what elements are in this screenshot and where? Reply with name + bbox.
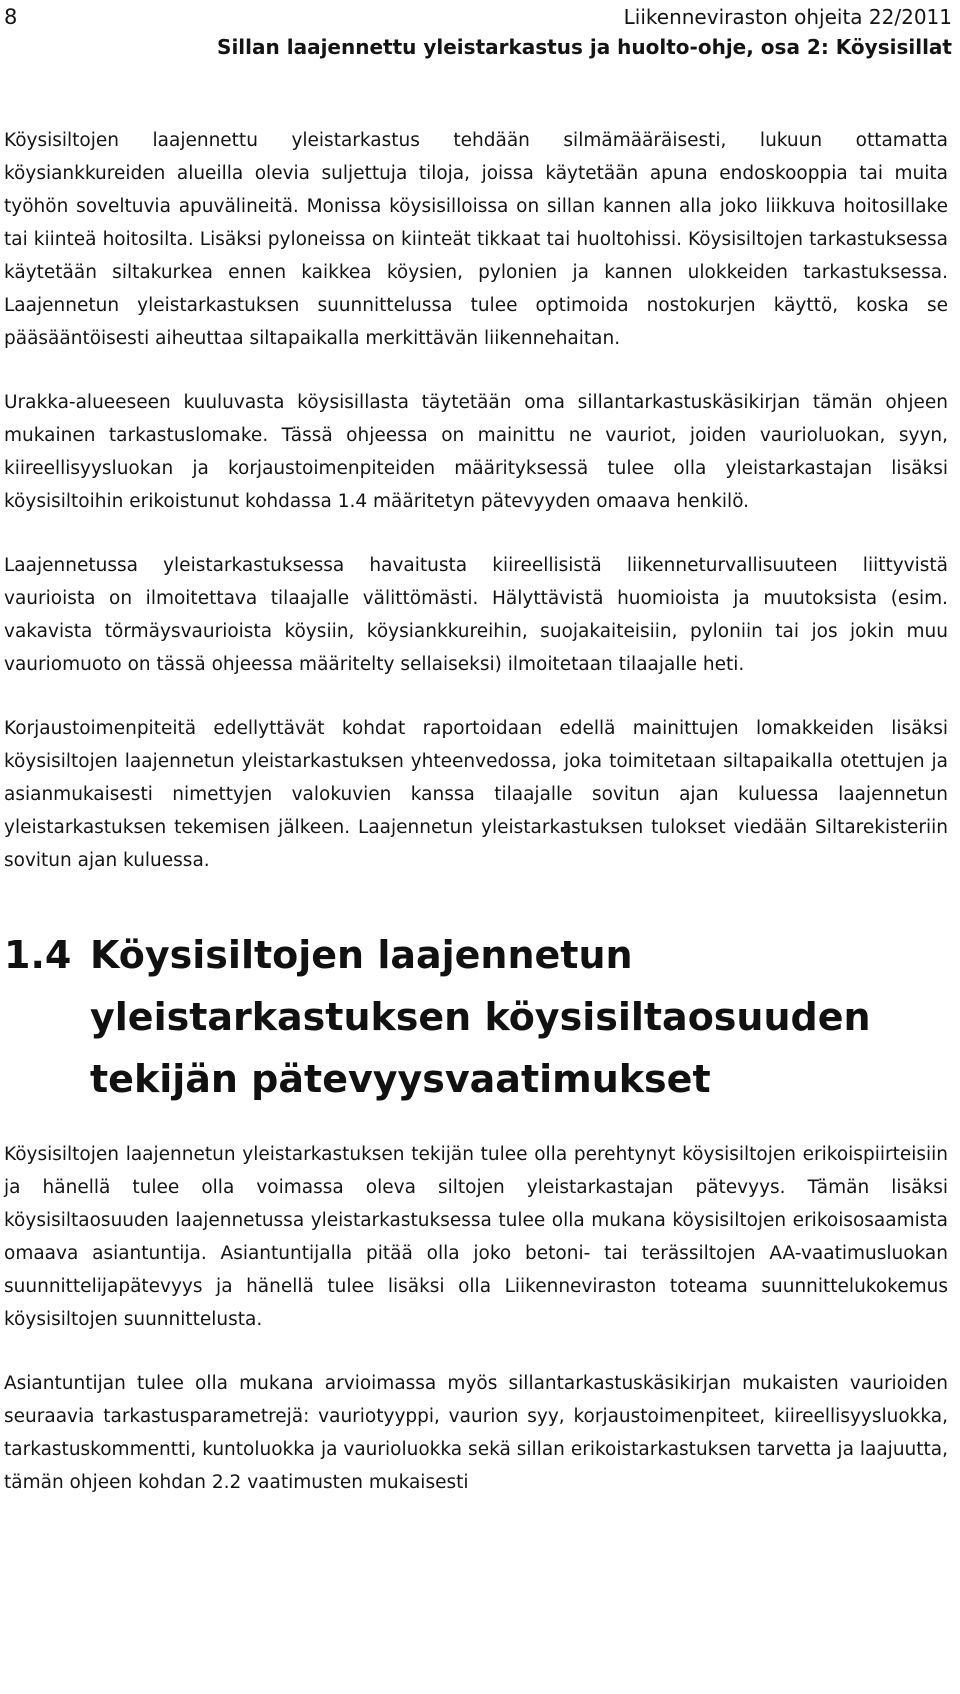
body-paragraph: Korjaustoimenpiteitä edellyttävät kohdat raportoidaan edellä mainittujen lomakkeiden lisäksi köysisiltojen laajennetun yleistarkastuksen yhteenvedossa, joka toimitetaan siltapaikalla otettujen ja asianmukaisesti nimettyjen valokuvien kanssa tilaajalle sovitun ajan kuluessa laajennetun yleistarkastuksen tekemisen jälkeen. Laajennetun yleistarkastuksen tulokset viedään Siltarekisteriin sovitun ajan kuluessa.	[4, 718, 948, 871]
section-heading	[4, 924, 948, 1110]
page-header	[0, 0, 960, 70]
page-number: 8	[4, 5, 18, 29]
body-paragraph: Urakka-alueeseen kuuluvasta köysisillasta täytetään oma sillantarkastuskäsikirjan tämän ohjeen mukainen tarkastuslomake. Tässä ohjeessa on mainittu ne vauriot, joiden vaurioluokan, syyn, kiireellisyysluokan ja korjaustoimenpiteiden määrityksessä tulee olla yleistarkastajan lisäksi köysisiltoihin erikoistunut kohdassa 1.4 määritetyn pätevyyden omaava henkilö.	[4, 392, 948, 512]
section-title: Köysisiltojen laajennetun yleistarkastuksen köysisiltaosuuden tekijän pätevyysvaatimukset	[90, 933, 871, 1101]
document-title: Sillan laajennettu yleistarkastus ja huolto-ohje, osa 2: Köysisillat	[217, 35, 952, 59]
publication-title: Liikenneviraston ohjeita 22/2011	[623, 5, 952, 29]
body-paragraph: Köysisiltojen laajennettu yleistarkastus tehdään silmämääräisesti, lukuun ottamatta köysiankkureiden alueilla olevia suljettuja tiloja, joissa käytetään apuna endoskooppia tai muita työhön soveltuvia apuvälineitä. Monissa köysisilloissa on sillan kannen alla joko liikkuva hoitosillake tai kiinteä hoitosilta. Lisäksi pyloneissa on kiinteät tikkaat tai huoltohissi. Köysisiltojen tarkastuksessa käytetään siltakurkea ennen kaikkea köysien, pylonien ja kannen ulokkeiden tarkastuksessa. Laajennetun yleistarkastuksen suunnittelussa tulee optimoida nostokurjen käyttö, koska se pääsääntöisesti aiheuttaa siltapaikalla merkittävän liikennehaitan.	[4, 130, 948, 349]
body-paragraph: Laajennetussa yleistarkastuksessa havaitusta kiireellisistä liikenneturvallisuuteen liittyvistä vaurioista on ilmoitettava tilaajalle välittömästi. Hälyttävistä huomioista ja muutoksista (esim. vakavista törmäysvaurioista köysiin, köysiankkureihin, suojakaiteisiin, pyloniin tai jos jokin muu vauriomuoto on tässä ohjeessa määritelty sellaiseksi) ilmoitetaan tilaajalle heti.	[4, 555, 948, 675]
section-number: 1.4	[4, 933, 72, 977]
section-paragraph: Köysisiltojen laajennetun yleistarkastuksen tekijän tulee olla perehtynyt köysisiltojen erikoispiirteisiin ja hänellä tulee olla voimassa oleva siltojen yleistarkastajan pätevyys. Tämän lisäksi köysisiltaosuuden laajennetussa yleistarkastuksessa tulee olla mukana köysisiltojen erikoisosaamista omaava asiantuntija. Asiantuntijalla pitää olla joko betoni- tai terässiltojen AA-vaatimusluokan suunnittelijapätevyys ja hänellä tulee lisäksi olla Liikenneviraston toteama suunnittelukokemus köysisiltojen suunnittelusta.	[4, 1144, 948, 1330]
section-paragraph: Asiantuntijan tulee olla mukana arvioimassa myös sillantarkastuskäsikirjan mukaisten vaurioiden seuraavia tarkastusparametrejä: vauriotyyppi, vaurion syy, korjaustoimenpiteet, kiireellisyysluokka, tarkastuskommentti, kuntoluokka ja vaurioluokka sekä sillan erikoistarkastuksen tarvetta ja laajuutta, tämän ohjeen kohdan 2.2 vaatimusten mukaisesti	[4, 1373, 948, 1493]
document-body	[4, 124, 948, 1499]
